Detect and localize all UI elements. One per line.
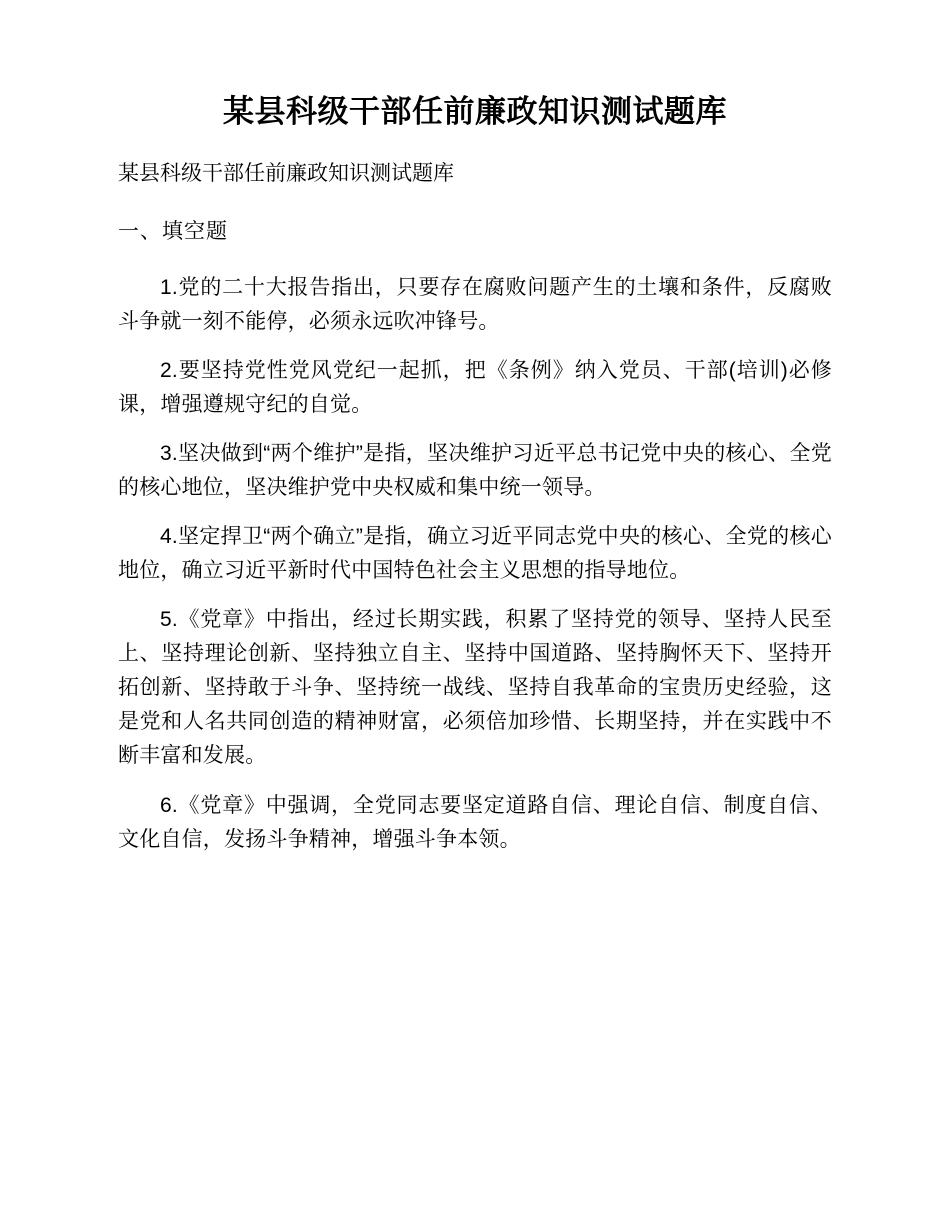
question-paragraph-4: 4.坚定捍卫“两个确立”是指，确立习近平同志党中央的核心、全党的核心地位，确立习近平新时代中国特色社会主义思想的指导地位。 xyxy=(118,525,832,583)
section-heading-fill-in-blanks: 一、填空题 xyxy=(118,219,228,243)
question-paragraph-1: 1.党的二十大报告指出，只要存在腐败问题产生的土壤和条件，反腐败斗争就一刻不能停，必须永远吹冲锋号。 xyxy=(118,276,832,334)
page-title: 某县科级干部任前廉政知识测试题库 xyxy=(223,94,727,129)
document-subtitle: 某县科级干部任前廉政知识测试题库 xyxy=(118,162,454,186)
question-paragraph-3: 3.坚决做到“两个维护”是指，坚决维护习近平总书记党中央的核心、全党的核心地位，坚决维护党中央权威和集中统一领导。 xyxy=(118,442,832,500)
question-paragraph-2: 2.要坚持党性党风党纪一起抓，把《条例》纳入党员、干部(培训)必修课，增强遵规守纪的自觉。 xyxy=(118,359,832,417)
question-paragraph-6: 6.《党章》中强调，全党同志要坚定道路自信、理论自信、制度自信、文化自信，发扬斗争精神，增强斗争本领。 xyxy=(118,793,832,851)
question-paragraph-5: 5.《党章》中指出，经过长期实践，积累了坚持党的领导、坚持人民至上、坚持理论创新、坚持独立自主、坚持中国道路、坚持胸怀天下、坚持开拓创新、坚持敢于斗争、坚持统一战线、坚持自我革命的宝贵历史经验，这是党和人名共同创造的精神财富，必须倍加珍惜、长期坚持，并在实践中不断丰富和发展。 xyxy=(118,608,832,768)
